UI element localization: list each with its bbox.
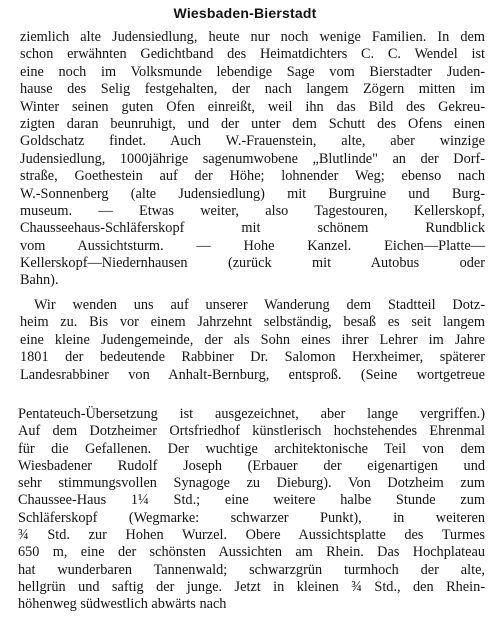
text-line: Wiesbadener Rudolf Joseph (Erbauer der eigenartigen und <box>18 457 485 474</box>
paragraph-dotzheim <box>20 297 485 384</box>
text-line: Auf dem Dotzheimer Ortsfriedhof künstlerisch hochstehendes Ehrenmal <box>18 423 485 440</box>
text-line: Winter seinen guten Ofen einreißt, weil ihn das Bild des Gekreu- <box>20 98 485 115</box>
page-header: Wiesbaden-Bierstadt <box>173 5 317 21</box>
text-line: Schläferskopf (Wegmarke: schwarzer Punkt), in weiteren <box>18 509 485 526</box>
text-line: 1801 der bedeutende Rabbiner Dr. Salomon Herxheimer, späterer <box>20 349 485 366</box>
paragraph-continuation <box>18 406 485 614</box>
text-line: hat wunderbaren Tannenwald; schwarzgrün turmhoch der alte, <box>18 561 485 578</box>
text-line: höhenweg südwestlich abwärts nach <box>18 596 227 613</box>
text-line: hellgrün und saftig der junge. Jetzt in kleinen ¾ Std., den Rhein- <box>18 578 485 595</box>
text-line: straße, Goethestein auf der Höhe; lohnender Weg; ebenso nach <box>20 168 485 185</box>
text-line: Wir wenden uns auf unserer Wanderung dem Stadtteil Dotz- <box>34 297 485 313</box>
text-line: heim zu. Bis vor einem Jahrzehnt selbständig, besaß es seit langem <box>20 314 485 331</box>
paragraph-bierstadt <box>20 29 485 290</box>
text-line: Goldschatz findet. Auch W.-Frauenstein, alte, aber winzige <box>20 133 485 150</box>
text-line: W.-Sonnenberg (alte Judensiedlung) mit Burgruine und Burg- <box>20 185 485 202</box>
text-line: vom Aussichtsturm. — Hohe Kanzel. Eichen—Platte— <box>20 237 485 254</box>
text-line: Landesrabbiner von Anhalt-Bernburg, entsproß. (Seine wortgetreue <box>20 366 485 383</box>
text-line: Bahn). <box>20 272 59 289</box>
text-line: Kellerskopf—Niedernhausen (zurück mit Autobus oder <box>20 255 485 272</box>
text-line: ziemlich alte Judensiedlung, heute nur noch wenige Familien. In dem <box>20 29 485 45</box>
text-line: 650 m, eine der schönsten Aussichten am Rhein. Das Hochplateau <box>18 544 485 561</box>
text-line: Chausseehaus-Schläferskopf mit schönem Rundblick <box>20 220 485 237</box>
text-line: schon erwähnten Gedichtband des Heimatdichters C. C. Wendel ist <box>20 46 485 63</box>
text-line: museum. — Etwas weiter, also Tagestouren, Kellerskopf, <box>20 202 485 219</box>
text-line: eine noch im Volksmunde lebendige Sage vom Bierstadter Juden- <box>20 63 485 80</box>
text-line: ¾ Std. zur Hohen Wurzel. Obere Aussichtsplatte des Turmes <box>18 527 485 544</box>
text-line: hause des Selig festgehalten, der nach langem Zögern mitten im <box>20 81 485 98</box>
text-line: eine kleine Judengemeinde, der als Sohn eines ihrer Lehrer im Jahre <box>20 331 485 348</box>
text-line: sehr stimmungsvollen Synagoge zu Dieburg). Von Dotzheim zum <box>18 475 485 492</box>
text-line: Chaussee-Haus 1¼ Std.; eine weitere halbe Stunde zum <box>18 492 485 509</box>
text-line: zigten daran beunruhigt, und der unter dem Schutt des Ofens einen <box>20 115 485 132</box>
text-line: Pentateuch-Übersetzung ist ausgezeichnet, aber lange vergriffen.) <box>18 406 485 422</box>
text-line: für die Gefallenen. Der wuchtige architektonische Teil von dem <box>18 440 485 457</box>
text-line: Judensiedlung, 1000jährige sagenumwobene „Blutlinde" an der Dorf- <box>20 150 485 167</box>
